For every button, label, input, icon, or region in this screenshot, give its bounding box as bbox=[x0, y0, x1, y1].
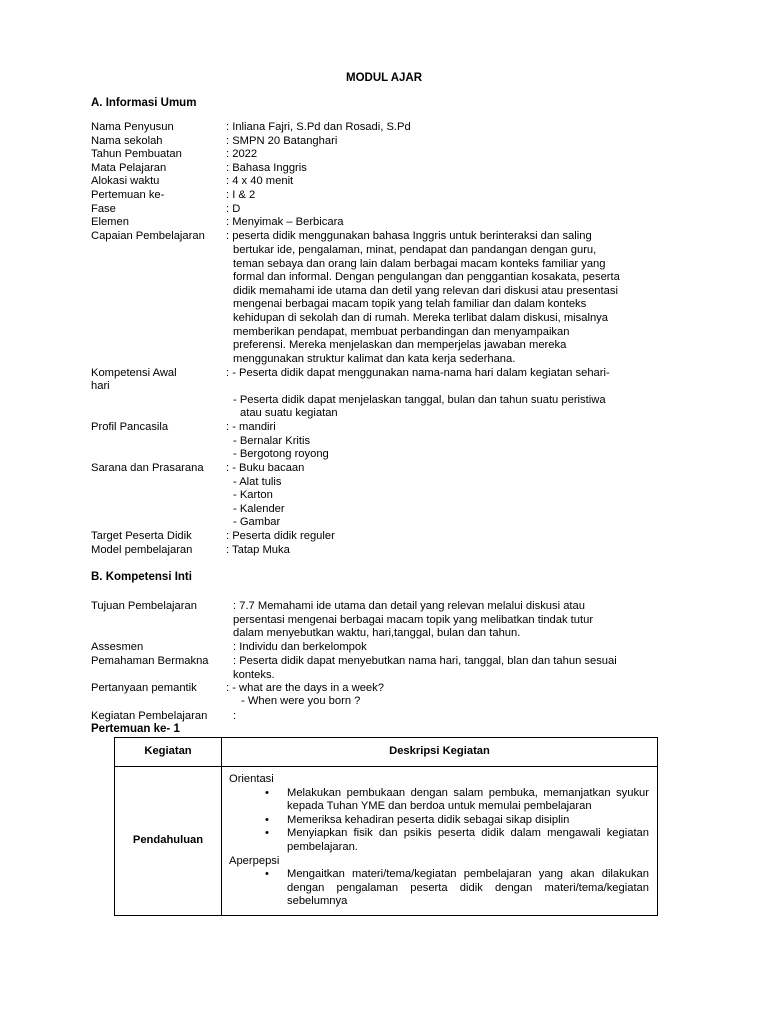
tujuan-line: persentasi mengenai berbagai macam topik yang melibatkan tindak tutur bbox=[233, 613, 594, 626]
capaian-line: mengenai berbagai macam topik yang telah familiar dan dalam konteks bbox=[233, 298, 587, 311]
info-label-fase: Fase bbox=[91, 203, 116, 215]
table-header-kegiatan: Kegiatan bbox=[115, 738, 222, 767]
tujuan-line: dalam menyebutkan waktu, hari,tanggal, bulan dan tahun. bbox=[233, 627, 521, 640]
pertanyaan-item: - When were you born ? bbox=[241, 695, 361, 707]
orientasi-list bbox=[229, 787, 649, 855]
info-label-mata-pelajaran: Mata Pelajaran bbox=[91, 162, 167, 174]
capaian-line: preferensi. Mereka menjelaskan dan memperjelas jawaban mereka bbox=[233, 339, 567, 352]
assesmen-label: Assesmen bbox=[91, 641, 144, 653]
kegiatan-label: Kegiatan Pembelajaran bbox=[91, 710, 208, 722]
subheading-orientasi: Orientasi bbox=[229, 773, 274, 785]
table-row bbox=[115, 767, 658, 916]
kompetensi-awal-line: - Peserta didik dapat menjelaskan tanggal, bulan dan tahun suatu peristiwa bbox=[233, 394, 606, 406]
info-value-fase: : D bbox=[226, 203, 241, 215]
info-label-elemen: Elemen bbox=[91, 216, 129, 228]
info-value-pertemuan: : I & 2 bbox=[226, 189, 256, 201]
info-value-alokasi-waktu: : 4 x 40 menit bbox=[226, 175, 294, 187]
pertemuan-heading: Pertemuan ke- 1 bbox=[91, 723, 180, 735]
subheading-aperpepsi: Aperpepsi bbox=[229, 854, 280, 867]
capaian-label: Capaian Pembelajaran bbox=[91, 230, 205, 242]
tujuan-text bbox=[233, 600, 678, 641]
kompetensi-awal-label-cont: hari bbox=[91, 380, 110, 392]
info-value-elemen: : Menyimak – Berbicara bbox=[226, 216, 344, 228]
capaian-line: formal dan informal. Dengan pengulangan dan penggantian kosakata, peserta bbox=[233, 271, 620, 284]
capaian-text bbox=[226, 230, 678, 244]
target-label: Target Peserta Didik bbox=[91, 530, 192, 542]
pemahaman-label: Pemahaman Bermakna bbox=[91, 655, 209, 667]
pemahaman-line: konteks. bbox=[233, 668, 275, 681]
kegiatan-table bbox=[114, 737, 658, 916]
sarana-item: - Alat tulis bbox=[233, 476, 282, 488]
info-label-tahun-pembuatan: Tahun Pembuatan bbox=[91, 148, 182, 160]
section-b-heading: B. Kompetensi Inti bbox=[91, 571, 192, 583]
pertanyaan-label: Pertanyaan pemantik bbox=[91, 682, 197, 694]
list-item bbox=[229, 827, 649, 854]
kompetensi-awal-line: atau suatu kegiatan bbox=[240, 407, 338, 419]
capaian-line: kehidupan di sekolah dan di rumah. Mereka terlibat dalam diskusi, misalnya bbox=[233, 311, 608, 324]
info-label-nama-sekolah: Nama sekolah bbox=[91, 135, 163, 147]
info-label-nama-penyusun: Nama Penyusun bbox=[91, 121, 174, 133]
bullet: • bbox=[265, 827, 269, 840]
info-value-nama-penyusun: : Inliana Fajri, S.Pd dan Rosadi, S.Pd bbox=[226, 121, 411, 133]
info-value-nama-sekolah: : SMPN 20 Batanghari bbox=[226, 135, 338, 147]
capaian-line: didik memahami ide utama dan detil yang relevan dari diskusi atau presentasi bbox=[233, 284, 618, 297]
model-label: Model pembelajaran bbox=[91, 544, 193, 556]
sarana-item: : - Buku bacaan bbox=[226, 462, 305, 474]
pemahaman-line: : Peserta didik dapat menyebutkan nama hari, tanggal, blan dan tahun sesuai bbox=[233, 655, 617, 667]
bullet: • bbox=[265, 813, 269, 826]
profil-item: - Bergotong royong bbox=[233, 448, 329, 460]
capaian-text-cont bbox=[233, 244, 678, 366]
pertanyaan-item: : - what are the days in a week? bbox=[226, 682, 384, 694]
tujuan-label: Tujuan Pembelajaran bbox=[91, 600, 197, 612]
info-value-mata-pelajaran: : Bahasa Inggris bbox=[226, 162, 307, 174]
sarana-item: - Kalender bbox=[233, 503, 285, 515]
sarana-item: - Gambar bbox=[233, 516, 281, 528]
list-item bbox=[229, 814, 649, 828]
tujuan-line: : 7.7 Memahami ide utama dan detail yang relevan melalui diskusi atau bbox=[233, 600, 585, 612]
capaian-line: bertukar ide, pengalaman, minat, pendapat dan pandangan dengan guru, bbox=[233, 244, 597, 256]
table-header-row bbox=[115, 738, 658, 767]
kompetensi-awal-line: : - Peserta didik dapat menggunakan nama-nama hari dalam kegiatan sehari- bbox=[226, 367, 610, 379]
sarana-item: - Karton bbox=[233, 489, 273, 501]
assesmen-value: : Individu dan berkelompok bbox=[233, 641, 367, 653]
sarana-label: Sarana dan Prasarana bbox=[91, 462, 204, 474]
capaian-line: teman sebaya dan orang lain dalam berbagai macam konteks familiar yang bbox=[233, 257, 606, 270]
info-label-pertemuan: Pertemuan ke- bbox=[91, 189, 165, 201]
kompetensi-awal-label: Kompetensi Awal bbox=[91, 367, 177, 379]
bullet: • bbox=[265, 786, 269, 799]
section-a-heading: A. Informasi Umum bbox=[91, 97, 197, 109]
profil-item: : - mandiri bbox=[226, 421, 276, 433]
capaian-line: : peserta didik menggunakan bahasa Inggris untuk berinteraksi dan saling bbox=[226, 230, 592, 242]
model-value: : Tatap Muka bbox=[226, 544, 290, 556]
profil-label: Profil Pancasila bbox=[91, 421, 169, 433]
capaian-line: memberikan pendapat, membuat perbandingan dan menyampaikan bbox=[233, 325, 570, 338]
info-value-tahun-pembuatan: : 2022 bbox=[226, 148, 258, 160]
info-label-alokasi-waktu: Alokasi waktu bbox=[91, 175, 160, 187]
target-value: : Peserta didik reguler bbox=[226, 530, 335, 542]
profil-item: - Bernalar Kritis bbox=[233, 435, 311, 447]
list-item-text: Mengaitkan materi/tema/kegiatan pembelajaran yang akan dilakukan dengan pengalaman peserta didik dengan materi/tema/kegiatan sebelumnya bbox=[287, 868, 649, 908]
list-item-text: Menyiapkan fisik dan psikis peserta didik dalam mengawali kegiatan pembelajaran. bbox=[287, 827, 649, 853]
list-item-text: Melakukan pembukaan dengan salam pembuka, memanjatkan syukur kepada Tuhan YME dan berdoa untuk memulai pembelajaran bbox=[287, 786, 649, 813]
aperpepsi-list bbox=[229, 868, 649, 909]
pemahaman-text bbox=[233, 655, 678, 682]
table-header-deskripsi: Deskripsi Kegiatan bbox=[222, 738, 658, 767]
phase-cell: Pendahuluan bbox=[115, 767, 222, 916]
kegiatan-colon: : bbox=[233, 710, 237, 722]
list-item bbox=[229, 787, 649, 814]
description-cell bbox=[222, 767, 658, 916]
document-title: MODUL AJAR bbox=[345, 72, 423, 84]
bullet: • bbox=[265, 868, 269, 881]
capaian-line: menggunakan struktur kalimat dan kata kerja sederhana. bbox=[233, 352, 516, 365]
list-item-text: Memeriksa kehadiran peserta didik sebagai sikap disiplin bbox=[287, 813, 570, 826]
list-item bbox=[229, 868, 649, 909]
